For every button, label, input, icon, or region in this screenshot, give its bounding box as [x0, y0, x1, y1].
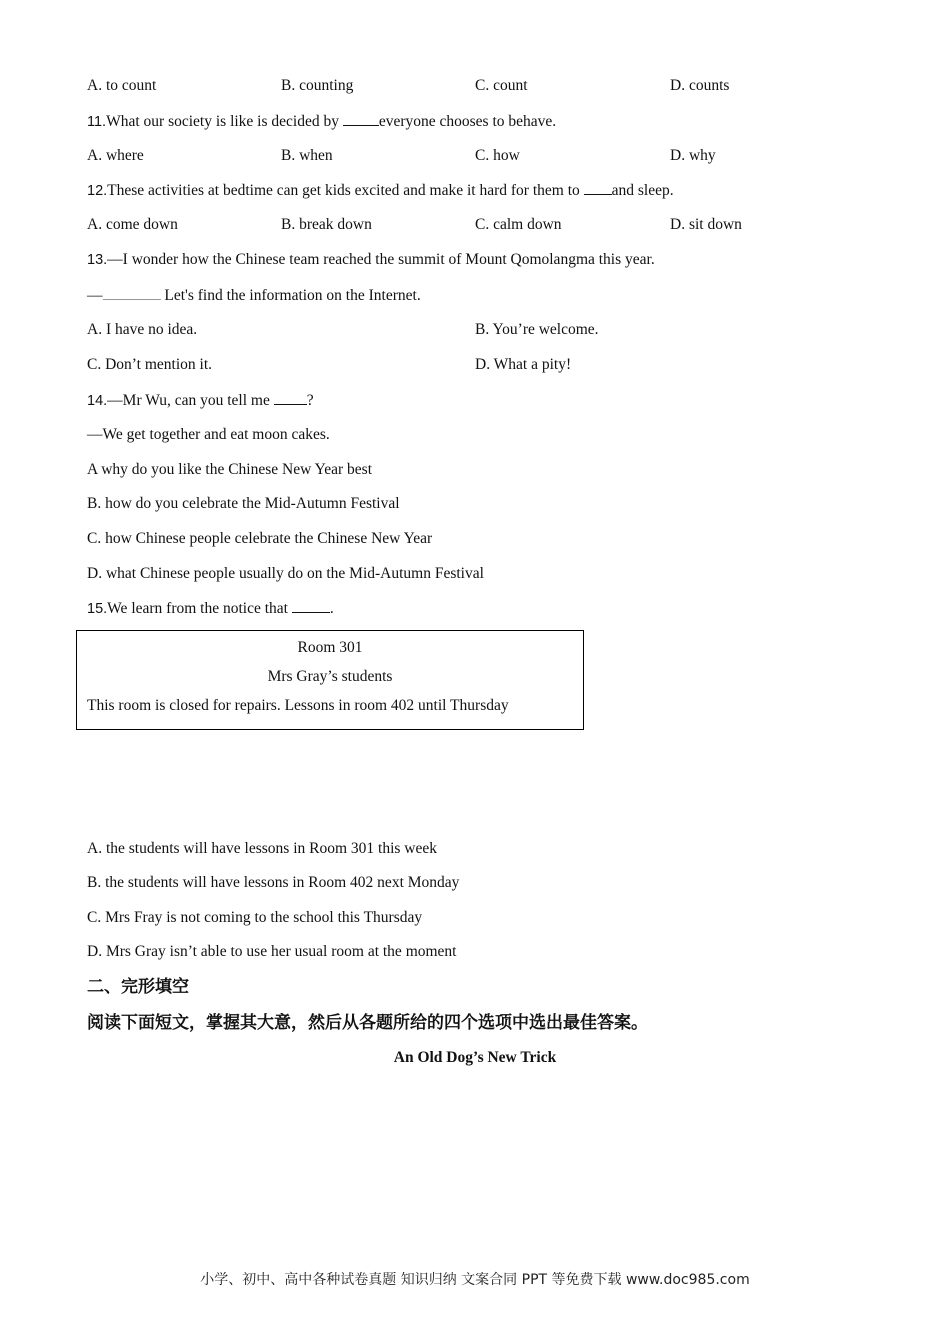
q14-option-d: D. what Chinese people usually do on the Mid-Autumn Festival	[87, 565, 484, 582]
q11-stem: 11.What our society is like is decided by everyone chooses to behave.	[87, 113, 557, 130]
q15-option-a: A. the students will have lessons in Room 301 this week	[87, 840, 438, 857]
q14-option-b: B. how do you celebrate the Mid-Autumn Festival	[87, 495, 400, 512]
q10-option-b: B. counting	[281, 77, 354, 94]
q12-blank	[584, 180, 612, 195]
q13-options-row2	[87, 355, 890, 375]
q12-options	[87, 215, 890, 235]
q11-blank	[343, 111, 379, 126]
q15-option-d: D. Mrs Gray isn’t able to use her usual room at the moment	[87, 943, 457, 960]
q10-option-c: C. count	[475, 77, 528, 94]
q13-stem: 13.—I wonder how the Chinese team reached the summit of Mount Qomolangma this year.	[87, 251, 655, 268]
q13-option-d: D. What a pity!	[475, 356, 572, 373]
q12-option-a: A. come down	[87, 216, 178, 233]
q10-option-d: D. counts	[670, 77, 730, 94]
q10-options	[87, 76, 890, 96]
page-footer: 小学、初中、高中各种试卷真题 知识归纳 文案合同 PPT 等免费下载 www.doc985.com	[200, 1272, 750, 1288]
q14-stem: 14.—Mr Wu, can you tell me ?	[87, 392, 314, 409]
q12-stem: 12.These activities at bedtime can get kids excited and make it hard for them to and sleep.	[87, 182, 674, 199]
q15-blank	[292, 598, 330, 613]
q14-option-c: C. how Chinese people celebrate the Chinese New Year	[87, 530, 433, 547]
q13-option-a: A. I have no idea.	[87, 321, 198, 338]
q11-option-b: B. when	[281, 147, 333, 164]
q12-option-d: D. sit down	[670, 216, 742, 233]
q14-blank	[274, 390, 307, 405]
q13-option-c: C. Don’t mention it.	[87, 356, 213, 373]
q14-reply: —We get together and eat moon cakes.	[87, 426, 330, 443]
notice-message: This room is closed for repairs. Lessons in room 402 until Thursday	[87, 697, 509, 714]
section-instruction: 阅读下面短文，掌握其大意，然后从各题所给的四个选项中选出最佳答案。	[87, 1013, 648, 1033]
q14-option-a: A why do you like the Chinese New Year best	[87, 461, 372, 478]
q12-option-c: C. calm down	[475, 216, 562, 233]
passage-title: An Old Dog’s New Trick	[393, 1049, 557, 1066]
q11-option-a: A. where	[87, 147, 144, 164]
notice-box	[76, 630, 584, 730]
q15-option-b: B. the students will have lessons in Room 402 next Monday	[87, 874, 460, 891]
q13-option-b: B. You’re welcome.	[475, 321, 599, 338]
q11-option-c: C. how	[475, 147, 520, 164]
q12-option-b: B. break down	[281, 216, 372, 233]
q11-option-d: D. why	[670, 147, 716, 164]
q15-stem: 15.We learn from the notice that .	[87, 600, 334, 617]
q15-option-c: C. Mrs Fray is not coming to the school this Thursday	[87, 909, 423, 926]
notice-students: Mrs Gray’s students	[267, 668, 393, 685]
q10-option-a: A. to count	[87, 77, 157, 94]
q13-blank	[103, 285, 161, 300]
notice-room: Room 301	[297, 639, 363, 656]
q13-options-row1	[87, 320, 890, 340]
q13-dialogue: — Let's find the information on the Internet.	[87, 287, 421, 304]
q11-options	[87, 146, 890, 166]
section-heading: 二、完形填空	[87, 977, 189, 997]
